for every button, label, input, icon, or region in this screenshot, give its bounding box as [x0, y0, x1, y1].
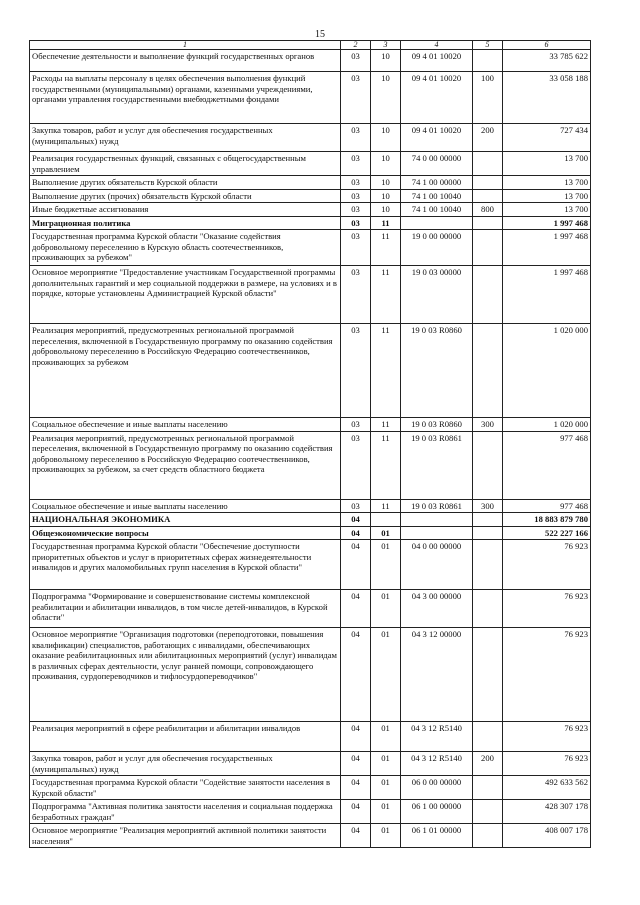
row-subsection: 10	[371, 176, 401, 190]
row-section: 04	[341, 776, 371, 800]
row-expense-type	[473, 824, 503, 848]
page-number: 15	[315, 29, 325, 40]
row-expense-type: 200	[473, 124, 503, 152]
row-amount: 727 434	[503, 124, 591, 152]
table-row	[30, 752, 591, 776]
row-name: Подпрограмма "Формирование и совершенствование системы комплексной реабилитации и абилитации инвалидов, в том числе детей-инвалидов, в Курской области"	[30, 590, 341, 628]
table-row	[30, 418, 591, 432]
row-name: Реализация государственных функций, связанных с общегосударственным управлением	[30, 152, 341, 176]
row-expense-type	[473, 152, 503, 176]
row-section: 03	[341, 266, 371, 324]
row-expense-type	[473, 50, 503, 72]
row-target-article: 74 0 00 00000	[401, 152, 473, 176]
table-row	[30, 152, 591, 176]
row-name: Иные бюджетные ассигнования	[30, 203, 341, 217]
table-row	[30, 800, 591, 824]
row-subsection: 11	[371, 324, 401, 418]
row-name: Государственная программа Курской области "Обеспечение доступности приоритетных объектов и услуг в приоритетных сферах жизнедеятельности инвалидов и других маломобильных групп населения в Курской области"	[30, 540, 341, 590]
row-expense-type	[473, 189, 503, 203]
row-section: 04	[341, 513, 371, 527]
table-row	[30, 590, 591, 628]
row-expense-type	[473, 722, 503, 752]
row-target-article: 04 3 12 00000	[401, 628, 473, 722]
row-amount: 13 700	[503, 152, 591, 176]
row-amount: 13 700	[503, 203, 591, 217]
row-section: 03	[341, 50, 371, 72]
row-amount: 76 923	[503, 752, 591, 776]
row-target-article: 19 0 00 00000	[401, 230, 473, 266]
row-amount: 1 997 468	[503, 230, 591, 266]
row-name: Реализация мероприятий, предусмотренных региональной программой переселения, включенной в Государственную программу по оказанию содействия добровольному переселению в Российскую Федерацию соотечественников, проживающих за рубежом, за счет средств областного бюджета	[30, 431, 341, 499]
row-target-article: 06 1 01 00000	[401, 824, 473, 848]
row-subsection: 11	[371, 499, 401, 513]
row-expense-type	[473, 431, 503, 499]
row-expense-type	[473, 776, 503, 800]
row-expense-type: 200	[473, 752, 503, 776]
row-amount: 522 227 166	[503, 526, 591, 540]
row-name: Выполнение других (прочих) обязательств Курской области	[30, 189, 341, 203]
row-amount: 13 700	[503, 176, 591, 190]
row-section: 03	[341, 216, 371, 230]
row-section: 03	[341, 431, 371, 499]
row-target-article: 04 3 00 00000	[401, 590, 473, 628]
row-target-article	[401, 216, 473, 230]
table-row	[30, 628, 591, 722]
row-section: 04	[341, 722, 371, 752]
row-section: 03	[341, 72, 371, 124]
row-amount: 76 923	[503, 590, 591, 628]
row-amount: 33 785 622	[503, 50, 591, 72]
row-subsection: 10	[371, 203, 401, 217]
row-subsection: 10	[371, 50, 401, 72]
row-subsection: 01	[371, 722, 401, 752]
row-name: Основное мероприятие "Предоставление участникам Государственной программы дополнительных гарантий и мер социальной поддержки в размере, на условиях и в порядке, которые установлены Администрацией Курской области"	[30, 266, 341, 324]
row-target-article: 06 1 00 00000	[401, 800, 473, 824]
table-row	[30, 513, 591, 527]
table-row	[30, 526, 591, 540]
row-name: Выполнение других обязательств Курской области	[30, 176, 341, 190]
row-subsection: 10	[371, 189, 401, 203]
row-target-article: 09 4 01 10020	[401, 50, 473, 72]
row-section: 04	[341, 800, 371, 824]
row-subsection: 01	[371, 590, 401, 628]
table-row	[30, 776, 591, 800]
row-subsection: 11	[371, 418, 401, 432]
row-target-article: 74 1 00 10040	[401, 203, 473, 217]
row-target-article: 06 0 00 00000	[401, 776, 473, 800]
row-name: Закупка товаров, работ и услуг для обеспечения государственных (муниципальных) нужд	[30, 124, 341, 152]
row-amount: 492 633 562	[503, 776, 591, 800]
row-name: Общеэкономические вопросы	[30, 526, 341, 540]
row-expense-type	[473, 176, 503, 190]
col-header-5: 5	[473, 41, 503, 50]
row-target-article: 19 0 03 R0860	[401, 418, 473, 432]
row-subsection: 01	[371, 752, 401, 776]
row-amount: 977 468	[503, 499, 591, 513]
row-name: Обеспечение деятельности и выполнение функций государственных органов	[30, 50, 341, 72]
row-expense-type: 100	[473, 72, 503, 124]
row-amount: 1 020 000	[503, 324, 591, 418]
row-target-article: 19 0 03 R0861	[401, 499, 473, 513]
col-header-4: 4	[401, 41, 473, 50]
row-subsection: 01	[371, 526, 401, 540]
row-section: 04	[341, 628, 371, 722]
col-header-2: 2	[341, 41, 371, 50]
row-target-article: 19 0 03 00000	[401, 266, 473, 324]
row-target-article: 74 1 00 00000	[401, 176, 473, 190]
row-name: Государственная программа Курской области "Оказание содействия добровольному переселению в Курскую область соотечественников, проживающих за рубежом"	[30, 230, 341, 266]
col-header-3: 3	[371, 41, 401, 50]
row-expense-type	[473, 266, 503, 324]
table-row	[30, 216, 591, 230]
row-subsection: 11	[371, 216, 401, 230]
row-expense-type	[473, 800, 503, 824]
row-section: 03	[341, 324, 371, 418]
row-name: Миграционная политика	[30, 216, 341, 230]
column-number-row	[30, 41, 591, 50]
row-section: 04	[341, 590, 371, 628]
row-amount: 977 468	[503, 431, 591, 499]
row-target-article: 19 0 03 R0860	[401, 324, 473, 418]
row-name: Основное мероприятие "Реализация мероприятий активной политики занятости населения"	[30, 824, 341, 848]
row-section: 04	[341, 540, 371, 590]
row-amount: 408 007 178	[503, 824, 591, 848]
row-expense-type	[473, 230, 503, 266]
row-subsection: 10	[371, 152, 401, 176]
row-subsection	[371, 513, 401, 527]
row-section: 03	[341, 152, 371, 176]
row-expense-type	[473, 590, 503, 628]
row-subsection: 01	[371, 540, 401, 590]
row-name: Социальное обеспечение и иные выплаты населению	[30, 418, 341, 432]
row-target-article	[401, 526, 473, 540]
table-row	[30, 499, 591, 513]
row-section: 03	[341, 499, 371, 513]
table-row	[30, 50, 591, 72]
row-target-article	[401, 513, 473, 527]
row-expense-type	[473, 628, 503, 722]
row-expense-type	[473, 324, 503, 418]
row-subsection: 11	[371, 431, 401, 499]
row-expense-type	[473, 513, 503, 527]
row-subsection: 11	[371, 266, 401, 324]
row-name: Государственная программа Курской области "Содействие занятости населения в Курской области"	[30, 776, 341, 800]
table-row	[30, 72, 591, 124]
table-row	[30, 431, 591, 499]
table-row	[30, 203, 591, 217]
row-amount: 1 997 468	[503, 216, 591, 230]
row-name: Реализация мероприятий в сфере реабилитации и абилитации инвалидов	[30, 722, 341, 752]
budget-table	[29, 40, 591, 848]
row-section: 04	[341, 526, 371, 540]
row-name: Реализация мероприятий, предусмотренных региональной программой переселения, включенной в Государственную программу по оказанию содействия добровольному переселению в Российскую Федерацию соотечественников, проживающих за рубежом	[30, 324, 341, 418]
row-name: Социальное обеспечение и иные выплаты населению	[30, 499, 341, 513]
row-target-article: 19 0 03 R0861	[401, 431, 473, 499]
row-name: Основное мероприятие "Организация подготовки (переподготовки, повышения квалификации) специалистов, работающих с инвалидами, обеспечивающих оказание реабилитационных или абилитационных мероприятий (услуг) инвалидам в различных сферах деятельности, услуг ранней помощи, сопровождающего проживания, сурдопереводчиков и тифлосурдопереводчиков"	[30, 628, 341, 722]
row-amount: 428 307 178	[503, 800, 591, 824]
table-row	[30, 824, 591, 848]
row-section: 03	[341, 418, 371, 432]
table-row	[30, 176, 591, 190]
row-amount: 1 997 468	[503, 266, 591, 324]
table-row	[30, 266, 591, 324]
row-section: 03	[341, 124, 371, 152]
table-row	[30, 230, 591, 266]
row-subsection: 01	[371, 800, 401, 824]
row-target-article: 09 4 01 10020	[401, 72, 473, 124]
row-section: 03	[341, 203, 371, 217]
row-expense-type: 800	[473, 203, 503, 217]
table-row	[30, 540, 591, 590]
row-subsection: 01	[371, 628, 401, 722]
row-target-article: 74 1 00 10040	[401, 189, 473, 203]
row-amount: 76 923	[503, 722, 591, 752]
row-target-article: 04 0 00 00000	[401, 540, 473, 590]
row-name: НАЦИОНАЛЬНАЯ ЭКОНОМИКА	[30, 513, 341, 527]
row-name: Закупка товаров, работ и услуг для обеспечения государственных (муниципальных) нужд	[30, 752, 341, 776]
row-target-article: 04 3 12 R5140	[401, 752, 473, 776]
row-expense-type	[473, 526, 503, 540]
row-subsection: 01	[371, 824, 401, 848]
row-amount: 13 700	[503, 189, 591, 203]
row-expense-type	[473, 216, 503, 230]
table-row	[30, 324, 591, 418]
row-target-article: 09 4 01 10020	[401, 124, 473, 152]
row-subsection: 10	[371, 124, 401, 152]
table-row	[30, 722, 591, 752]
row-subsection: 10	[371, 72, 401, 124]
row-amount: 76 923	[503, 540, 591, 590]
col-header-6: 6	[503, 41, 591, 50]
col-header-1: 1	[30, 41, 341, 50]
row-amount: 1 020 000	[503, 418, 591, 432]
table-row	[30, 189, 591, 203]
row-subsection: 11	[371, 230, 401, 266]
table-row	[30, 124, 591, 152]
row-subsection: 01	[371, 776, 401, 800]
row-section: 04	[341, 824, 371, 848]
row-section: 03	[341, 230, 371, 266]
row-section: 03	[341, 189, 371, 203]
row-amount: 76 923	[503, 628, 591, 722]
row-target-article: 04 3 12 R5140	[401, 722, 473, 752]
row-name: Расходы на выплаты персоналу в целях обеспечения выполнения функций государственными (муниципальными) органами, казенными учреждениями, органами управления государственными внебюджетными фондами	[30, 72, 341, 124]
row-expense-type: 300	[473, 418, 503, 432]
row-amount: 18 883 879 780	[503, 513, 591, 527]
row-expense-type	[473, 540, 503, 590]
row-expense-type: 300	[473, 499, 503, 513]
row-name: Подпрограмма "Активная политика занятости населения и социальная поддержка безработных граждан"	[30, 800, 341, 824]
row-section: 03	[341, 176, 371, 190]
row-amount: 33 058 188	[503, 72, 591, 124]
row-section: 04	[341, 752, 371, 776]
